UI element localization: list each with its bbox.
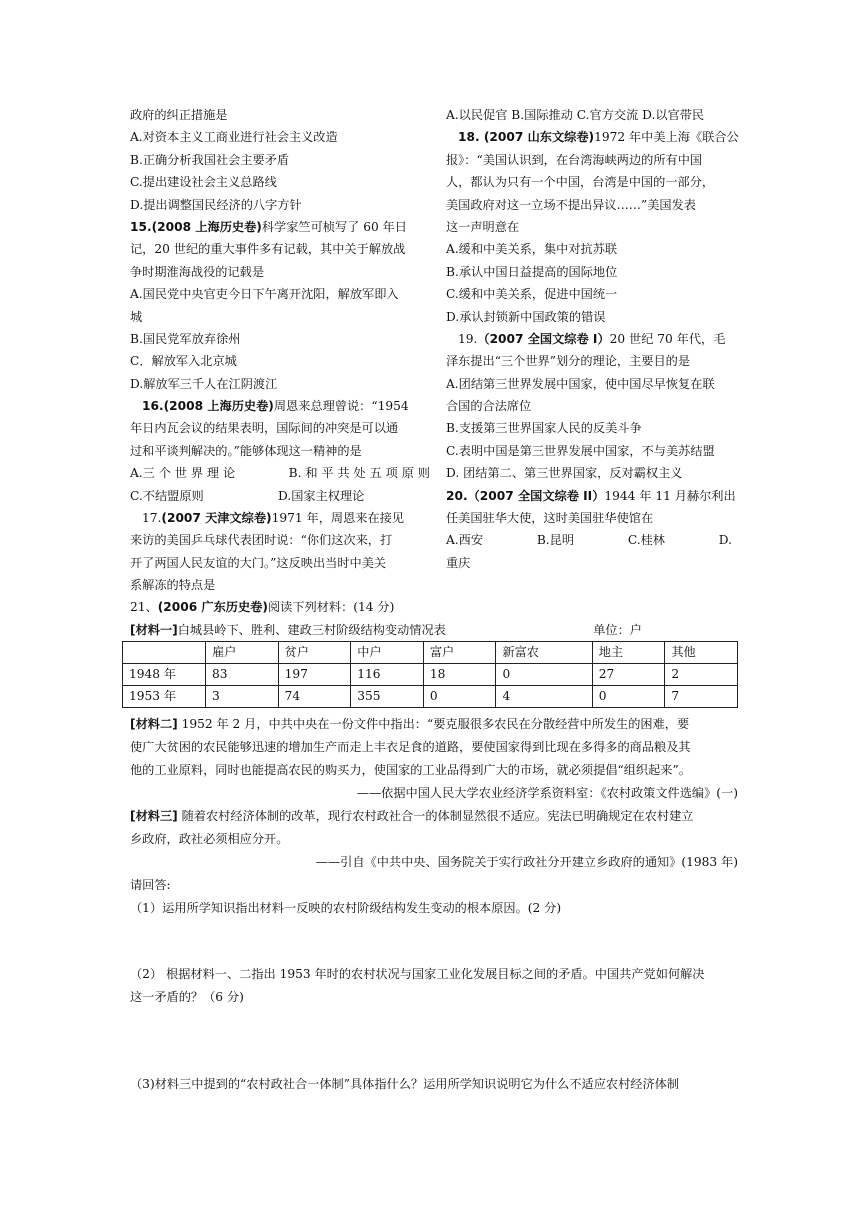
q21-heading: 21、(2006 广东历史卷)阅读下列材料：(14 分) [130, 600, 395, 614]
q20-stem-line-2: 任美国驻华大使，这时美国驻华使馆在 [446, 511, 654, 526]
q19-source: （2007 全国文综卷 I） [477, 331, 610, 346]
material-3-label: [材料三] [130, 809, 178, 823]
material-2-line-2: 使广大贫困的农民能够迅速的增加生产而走上丰衣足食的道路，要使国家得到比现在多得多的商品粮及其 [130, 740, 691, 754]
q14-option-b: B.正确分析我国社会主要矛盾 [130, 152, 290, 167]
q15-option-c: C．解放军入北京城 [130, 354, 237, 369]
material-2-line-3: 他的工业原料，同时也能提高农民的购买力，使国家的工业品得到广大的市场，就必须提倡“组织起来”。 [130, 763, 691, 777]
table-cell: 4 [496, 686, 592, 708]
table-header-row [123, 642, 738, 664]
material-3-line-2: 乡政府，政社必须相应分开。 [130, 832, 289, 846]
table-cell: 7 [665, 686, 738, 708]
q17-stem-line-1: 17.(2007 天津文综卷)1971 年，周恩来在接见 [142, 511, 405, 526]
q18-stem-line-4: 美国政府对这一立场不提出异议……”美国发表 [446, 197, 696, 212]
table-header-cell: 贫户 [278, 642, 351, 664]
material-1-caption [130, 621, 738, 638]
table-header-cell: 其他 [665, 642, 738, 664]
q18-stem-line-1: 18. (2007 山东文综卷)1972 年中美上海《联合公 [458, 130, 739, 145]
q16-stem-line-1: 16.(2008 上海历史卷)周恩来总理曾说：“1954 [142, 399, 409, 414]
q20-option-c: C.桂林 [627, 533, 665, 548]
q20-option-a: A.西安 [446, 533, 484, 548]
material-1-unit: 单位：户 [593, 623, 642, 637]
q15-option-a: A.国民党中央官吏今日下午离开沈阳，解放军即入 [130, 287, 399, 302]
q16-stem-line-3: 过和平谈判解决的。”能够体现这一精神的是 [130, 443, 362, 458]
q16-option-d: D.国家主权理论 [278, 488, 365, 503]
q20-source: （2007 全国文综卷 II） [467, 488, 605, 503]
table-cell: 197 [278, 664, 351, 686]
table-header-cell [123, 642, 206, 664]
q16-options-row-2 [130, 485, 430, 507]
material-2-source: ——依据中国人民大学农业经济学系资料室：《农村政策文件选编》(一) [356, 786, 738, 800]
table-row [123, 664, 738, 686]
q18-option-d: D.承认封锁新中国政策的错误 [446, 309, 606, 324]
material-2-line-1: [材料二] 1952 年 2 月，中共中央在一份文件中指出：“要克服很多农民在分散经营中所发生的困难，要 [130, 717, 690, 731]
q14-option-a: A.对资本主义工商业进行社会主义改造 [130, 130, 338, 145]
q20-option-d-cont: 重庆 [446, 555, 471, 570]
table-header-cell: 新富农 [496, 642, 592, 664]
table-cell: 116 [351, 664, 424, 686]
q18-stem-line-5: 这一声明意在 [446, 219, 520, 234]
q18-source: 18. (2007 山东文综卷) [458, 130, 595, 145]
q15-source: 15.(2008 上海历史卷) [130, 219, 262, 234]
q16-option-b: B. 和 平 共 处 五 项 原 则 [288, 466, 430, 481]
q15-option-b: B.国民党军放弃徐州 [130, 331, 241, 346]
q20-option-b: B.昆明 [536, 533, 575, 548]
q19-stem-line-1: 19.（2007 全国文综卷 I）20 世纪 70 年代，毛 [458, 331, 726, 346]
q16-source: 16.(2008 上海历史卷) [142, 399, 274, 414]
q20-stem-line-1: 20.（2007 全国文综卷 II）1944 年 11 月赫尔利出 [446, 488, 736, 503]
q17-stem-line-3: 开了两国人民友谊的大门。”这反映出当时中美关 [130, 555, 387, 570]
q14-option-c: C.提出建设社会主义总路线 [130, 175, 277, 190]
q19-stem-line-2: 泽东提出“三个世界”划分的理论，主要目的是 [446, 354, 691, 369]
material-3 [130, 805, 738, 897]
q19-option-a-cont: 合国的合法席位 [446, 399, 532, 414]
q14-tail: 政府的纠正措施是 [130, 108, 228, 122]
table-cell: 83 [206, 664, 279, 686]
table-cell: 355 [351, 686, 424, 708]
q16-option-c: C.不结盟原则 [130, 488, 204, 503]
material-2-label: [材料二] [130, 717, 178, 731]
table-cell: 0 [423, 686, 496, 708]
q19-option-c: C.表明中国是第三世界发展中国家，不与美苏结盟 [446, 443, 715, 458]
q17-source: (2007 天津文综卷) [161, 511, 272, 526]
sub-question-2 [130, 963, 738, 1009]
q18-stem-line-3: 人，都认为只有一个中国，台湾是中国的一部分， [446, 175, 715, 190]
material-2 [130, 713, 738, 805]
q18-stem-line-2: 报》：“美国认识到，在台湾海峡两边的所有中国 [446, 152, 703, 167]
q15-stem-line-3: 争时期淮海战役的记载是 [130, 264, 265, 279]
q20-option-d: D. [718, 533, 732, 548]
table-cell: 27 [592, 664, 665, 686]
answer-prompt: 请回答: [130, 878, 171, 892]
material-1-label: [材料一] [130, 623, 178, 637]
table-cell: 0 [592, 686, 665, 708]
table-cell: 74 [278, 686, 351, 708]
sub-question-2-line-2: 这一矛盾的？（6 分) [130, 990, 244, 1004]
material-1-title: 白城县岭下、胜利、建政三村阶级结构变动情况表 [177, 623, 446, 637]
table-header-cell: 地主 [592, 642, 665, 664]
table-cell: 18 [423, 664, 496, 686]
table-cell: 1953 年 [123, 686, 206, 708]
table-cell: 0 [496, 664, 592, 686]
q17-options: A.以民促官 B.国际推动 C.官方交流 D.以官带民 [446, 108, 705, 122]
table-header-cell: 富户 [423, 642, 496, 664]
table-row [123, 686, 738, 708]
q16-options-row-1 [130, 462, 430, 484]
q19-option-d: D. 团结第二、第三世界国家，反对霸权主义 [446, 466, 683, 481]
q15-stem-line-2: 记，20 世纪的重大事件多有记载，其中关于解放战 [130, 242, 406, 257]
q17-stem-line-2: 来访的美国乒乓球代表团时说：“你们这次来，打 [130, 533, 393, 548]
q18-option-a: A.缓和中美关系，集中对抗苏联 [446, 242, 618, 257]
right-column [446, 104, 739, 574]
q16-option-a: A.三 个 世 界 理 论 [130, 466, 236, 481]
table-cell: 2 [665, 664, 738, 686]
material-3-line-1: [材料三] 随着农村经济体制的改革，现行农村政社合一的体制显然很不适应。宪法已明确规定在农村建立 [130, 809, 694, 823]
left-column [130, 104, 430, 597]
q15-option-d: D.解放军三千人在江阴渡江 [130, 376, 278, 391]
sub-question-3: （3)材料三中提到的“农村政社合一体制”具体指什么？运用所学知识说明它为什么不适应农村经济体制 [130, 1077, 680, 1091]
material-3-source: ——引自《中共中央、国务院关于实行政社分开建立乡政府的通知》(1983 年) [315, 855, 738, 869]
q17-stem-line-4: 系解冻的特点是 [130, 578, 216, 593]
q18-option-b: B.承认中国日益提高的国际地位 [446, 264, 618, 279]
q15-stem-line-1: 15.(2008 上海历史卷)科学家竺可桢写了 60 年日 [130, 219, 407, 234]
q19-option-a: A.团结第三世界发展中国家，使中国尽早恢复在联 [446, 376, 715, 391]
q19-option-b: B.支援第三世界国家人民的反美斗争 [446, 421, 642, 436]
table-cell: 1948 年 [123, 664, 206, 686]
sub-question-1: （1）运用所学知识指出材料一反映的农村阶级结构发生变动的根本原因。(2 分) [130, 901, 562, 915]
table-header-cell: 中户 [351, 642, 424, 664]
q18-option-c: C.缓和中美关系，促进中国统一 [446, 287, 618, 302]
q15-option-a-cont: 城 [130, 309, 143, 324]
q21-source: (2006 广东历史卷) [157, 600, 268, 614]
table-header-cell: 雇户 [206, 642, 279, 664]
table-cell: 3 [206, 686, 279, 708]
q14-option-d: D.提出调整国民经济的八字方针 [130, 197, 302, 212]
sub-question-2-line-1: （2） 根据材料一、二指出 1953 年时的农村状况与国家工业化发展目标之间的矛盾。中国共产党如何解决 [130, 967, 705, 981]
q20-options-row [446, 529, 732, 551]
q16-stem-line-2: 年日内瓦会议的结果表明，国际间的冲突是可以通 [130, 421, 399, 436]
class-structure-table [122, 641, 738, 708]
